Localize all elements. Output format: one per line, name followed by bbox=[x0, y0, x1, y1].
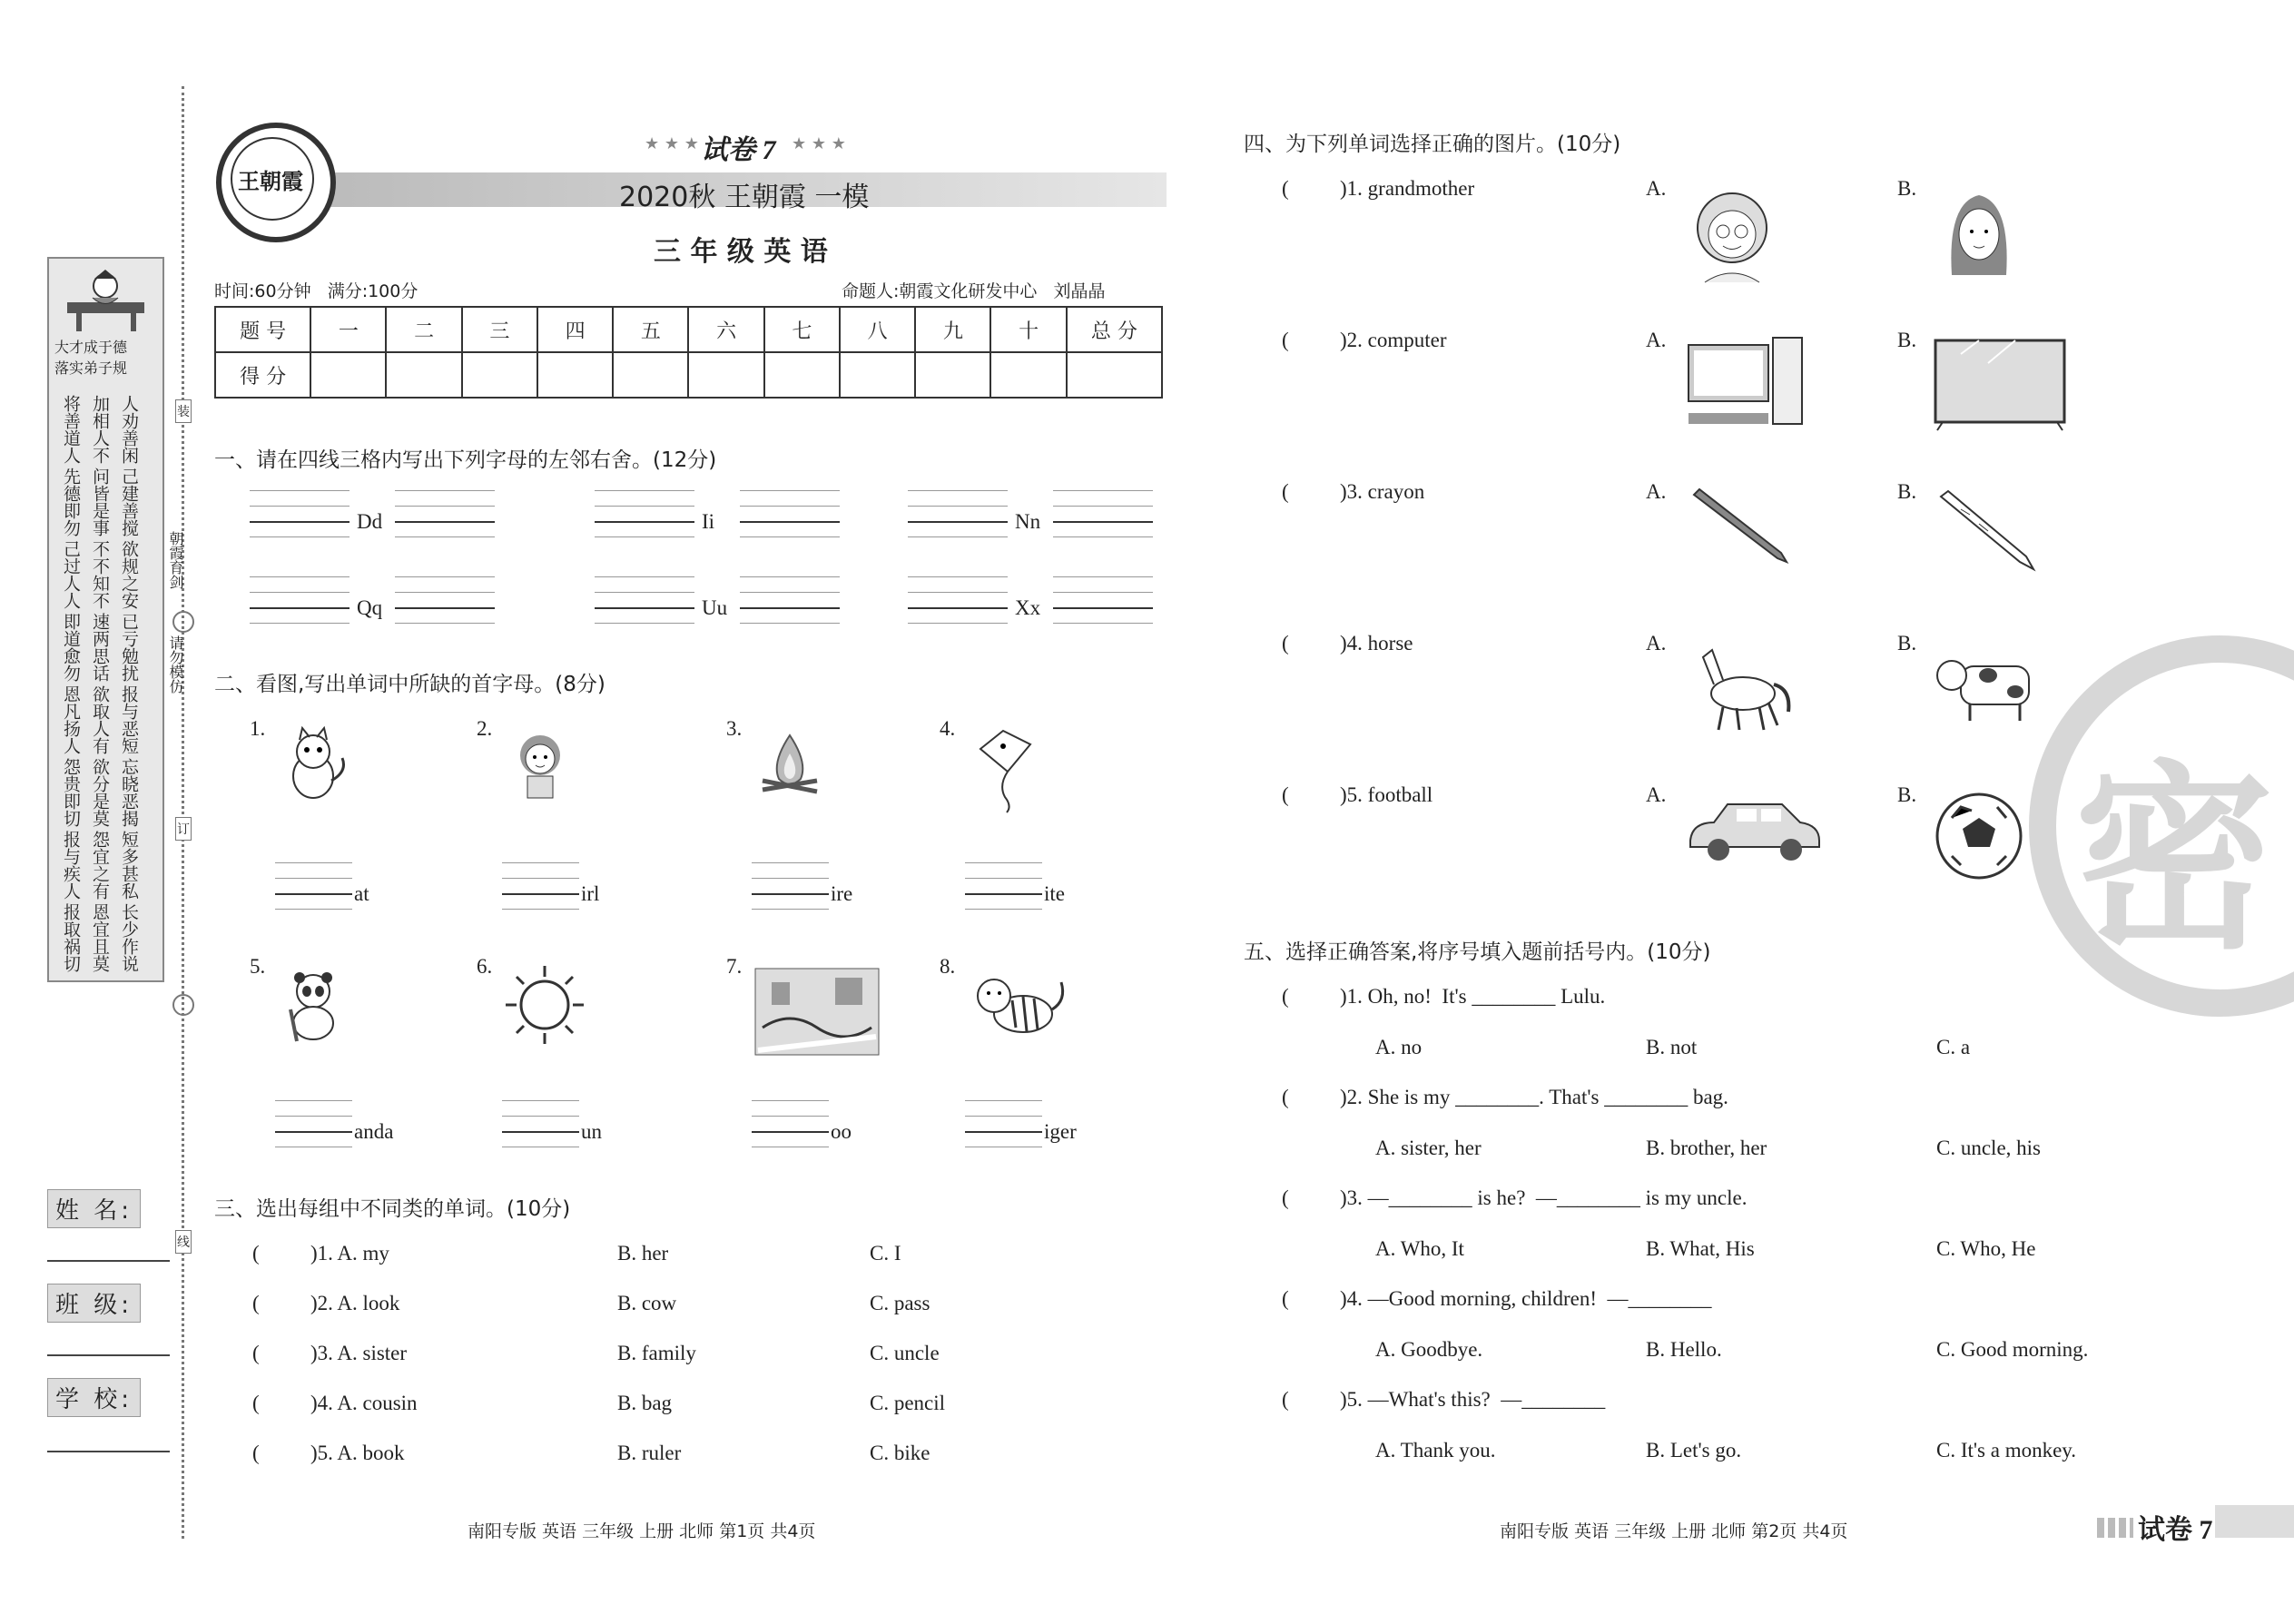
option-b: B. not bbox=[1646, 1036, 1698, 1058]
author-info: 命题人:朝霞文化研发中心 刘晶晶 bbox=[842, 281, 1106, 301]
score-table-header-row bbox=[215, 307, 1162, 352]
motto-column: 加相人不 bbox=[90, 395, 110, 464]
option-c: C. Who, He bbox=[1936, 1237, 2036, 1260]
option-b-picture bbox=[1934, 487, 2038, 574]
vertical-note-1: 朝霞育剑 bbox=[167, 531, 184, 589]
option-b-label: B. bbox=[1897, 329, 1917, 351]
score-table-header-cell: 六 bbox=[688, 307, 763, 352]
word-ending: iger bbox=[1044, 1120, 1077, 1143]
tiger-picture bbox=[967, 964, 1071, 1064]
answer-bracket-open: ( bbox=[1282, 480, 1289, 503]
motto-column: 已亏勉扰 bbox=[119, 613, 139, 682]
motto-column: 先德即勿 bbox=[61, 468, 81, 536]
picture-item-number: 7. bbox=[726, 955, 743, 978]
letter-label: Uu bbox=[702, 596, 728, 619]
binding-tag-3: 线 bbox=[175, 1230, 192, 1254]
option-a: )5. A. book bbox=[310, 1442, 405, 1464]
option-b-picture bbox=[1934, 336, 2070, 436]
score-table-header-cell: 总 分 bbox=[1067, 307, 1162, 352]
paper-label: 试卷 7 bbox=[701, 135, 776, 165]
answer-blank[interactable] bbox=[265, 1294, 309, 1319]
score-cell[interactable] bbox=[613, 352, 688, 398]
missing-letter-writing-grid[interactable] bbox=[275, 862, 352, 910]
question-stem: )5. —What's this? —________ bbox=[1340, 1388, 1606, 1411]
option-c: C. pencil bbox=[870, 1392, 946, 1414]
left-neighbor-writing-grid[interactable] bbox=[250, 576, 350, 624]
corner-deco-icon bbox=[2097, 1518, 2133, 1538]
option-b: B. bag bbox=[617, 1392, 673, 1414]
option-a: )3. A. sister bbox=[310, 1342, 408, 1364]
motto-column: 忘晓恶揭 bbox=[119, 758, 139, 827]
question-stem: )4. —Good morning, children! —________ bbox=[1340, 1287, 1712, 1310]
score-cell[interactable] bbox=[915, 352, 990, 398]
word-ending: at bbox=[354, 882, 369, 905]
motto-column: 恩凡扬人 bbox=[61, 685, 81, 754]
option-a: A. Who, It bbox=[1375, 1237, 1464, 1260]
option-b-picture bbox=[1934, 791, 2024, 881]
letter-label: Dd bbox=[357, 510, 383, 533]
right-neighbor-writing-grid[interactable] bbox=[740, 490, 840, 537]
answer-blank[interactable] bbox=[1295, 1188, 1338, 1214]
binding-dotted-line bbox=[182, 86, 184, 1539]
motto-column: 欲规之安 bbox=[119, 540, 139, 609]
score-table-header-cell: 题 号 bbox=[215, 307, 310, 352]
left-neighbor-writing-grid[interactable] bbox=[250, 490, 350, 537]
question-word: )1. grandmother bbox=[1340, 177, 1475, 200]
motto-column: 问皆是事 bbox=[90, 468, 110, 536]
option-a: A. sister, her bbox=[1375, 1137, 1482, 1159]
picture-item-number: 1. bbox=[250, 717, 266, 740]
sun-picture bbox=[504, 964, 586, 1064]
answer-bracket-open: ( bbox=[1282, 1287, 1289, 1310]
left-neighbor-writing-grid[interactable] bbox=[908, 576, 1008, 624]
letter-label: Nn bbox=[1015, 510, 1041, 533]
letter-label: Ii bbox=[702, 510, 715, 533]
answer-bracket-open: ( bbox=[252, 1342, 260, 1364]
motto-column: 欲取人有 bbox=[90, 685, 110, 754]
answer-blank[interactable] bbox=[1295, 330, 1338, 356]
score-table-header-cell: 七 bbox=[764, 307, 840, 352]
footer-right: 南阳专版 英语 三年级 上册 北师 第2页 共4页 bbox=[1500, 1521, 1848, 1541]
school-label: 学 校: bbox=[47, 1378, 141, 1417]
left-neighbor-writing-grid[interactable] bbox=[908, 490, 1008, 537]
option-a-picture bbox=[1687, 487, 1791, 569]
answer-blank[interactable] bbox=[1295, 1289, 1338, 1314]
score-table-header-cell: 二 bbox=[386, 307, 461, 352]
class-field[interactable] bbox=[47, 1354, 170, 1356]
kite-picture bbox=[967, 726, 1049, 826]
answer-blank[interactable] bbox=[1295, 179, 1338, 204]
answer-blank[interactable] bbox=[1295, 785, 1338, 811]
motto-column: 怨贵即切 bbox=[61, 758, 81, 827]
class-label: 班 级: bbox=[47, 1284, 141, 1323]
answer-bracket-open: ( bbox=[252, 1242, 260, 1265]
score-table-header-cell: 一 bbox=[310, 307, 386, 352]
vertical-note-2: 请勿模仿 bbox=[167, 635, 184, 694]
picture-item-number: 3. bbox=[726, 717, 743, 740]
answer-bracket-open: ( bbox=[1282, 632, 1289, 655]
option-a: A. no bbox=[1375, 1036, 1423, 1058]
missing-letter-writing-grid[interactable] bbox=[502, 862, 579, 910]
sidebar-motto-panel bbox=[47, 257, 164, 982]
score-cell[interactable] bbox=[462, 352, 537, 398]
motto-column: 人劝善闲 bbox=[119, 395, 139, 464]
option-a-label: A. bbox=[1646, 632, 1667, 655]
motto-column: 短多甚私 bbox=[119, 831, 139, 900]
girl-picture bbox=[504, 726, 586, 826]
score-table-header-cell: 五 bbox=[613, 307, 688, 352]
answer-bracket-open: ( bbox=[252, 1442, 260, 1464]
exam-title: 2020秋 王朝霞 一模 bbox=[619, 182, 870, 213]
score-cell[interactable] bbox=[840, 352, 915, 398]
picture-item-number: 6. bbox=[477, 955, 493, 978]
option-b-label: B. bbox=[1897, 783, 1917, 806]
score-table-header-cell: 四 bbox=[537, 307, 613, 352]
motto-column: 报取祸切 bbox=[61, 903, 81, 972]
right-neighbor-writing-grid[interactable] bbox=[740, 576, 840, 624]
name-field[interactable] bbox=[47, 1260, 170, 1262]
question-word: )4. horse bbox=[1340, 632, 1413, 655]
motto-column: 报与疾人 bbox=[61, 831, 81, 900]
option-c: C. uncle, his bbox=[1936, 1137, 2041, 1159]
star-decoration-icon: ★ ★ ★ bbox=[645, 134, 699, 153]
answer-blank[interactable] bbox=[265, 1244, 309, 1269]
option-a-label: A. bbox=[1646, 480, 1667, 503]
school-field[interactable] bbox=[47, 1451, 170, 1452]
option-b-label: B. bbox=[1897, 480, 1917, 503]
missing-letter-writing-grid[interactable] bbox=[965, 1100, 1042, 1147]
missing-letter-writing-grid[interactable] bbox=[502, 1100, 579, 1147]
option-a-picture bbox=[1687, 791, 1823, 863]
footer-left: 南阳专版 英语 三年级 上册 北师 第1页 共4页 bbox=[468, 1521, 816, 1541]
option-b: B. ruler bbox=[617, 1442, 682, 1464]
sidebar-caption-1: 大才成于德 bbox=[54, 339, 128, 356]
answer-blank[interactable] bbox=[265, 1443, 309, 1469]
logo-text: 王朝霞 bbox=[238, 169, 303, 194]
option-c: C. pass bbox=[870, 1292, 930, 1314]
answer-bracket-open: ( bbox=[1282, 985, 1289, 1008]
motto-column: 将善道人 bbox=[61, 395, 81, 464]
option-b: B. Let's go. bbox=[1646, 1439, 1742, 1462]
option-a-picture bbox=[1687, 639, 1800, 734]
subject-title: 三 年 级 英 语 bbox=[654, 236, 828, 268]
fire-picture bbox=[753, 726, 835, 826]
option-b: B. What, His bbox=[1646, 1237, 1755, 1260]
missing-letter-writing-grid[interactable] bbox=[752, 1100, 829, 1147]
score-cell[interactable] bbox=[990, 352, 1066, 398]
section-5-title: 五、选择正确答案,将序号填入题前括号内。(10分) bbox=[1244, 940, 1711, 964]
option-a: )1. A. my bbox=[310, 1242, 389, 1265]
picture-item-number: 2. bbox=[477, 717, 493, 740]
answer-bracket-open: ( bbox=[1282, 1388, 1289, 1411]
answer-blank[interactable] bbox=[1295, 1088, 1338, 1113]
corner-paper-label: 试卷 7 bbox=[2138, 1515, 2213, 1545]
missing-letter-writing-grid[interactable] bbox=[275, 1100, 352, 1147]
score-cell[interactable] bbox=[386, 352, 461, 398]
missing-letter-writing-grid[interactable] bbox=[965, 862, 1042, 910]
sidebar-caption-2: 落实弟子规 bbox=[54, 359, 128, 377]
answer-bracket-open: ( bbox=[252, 1392, 260, 1414]
option-b-picture bbox=[1934, 184, 2024, 284]
answer-bracket-open: ( bbox=[252, 1292, 260, 1314]
option-b-label: B. bbox=[1897, 177, 1917, 200]
option-c: C. Good morning. bbox=[1936, 1338, 2089, 1361]
word-ending: anda bbox=[354, 1120, 394, 1143]
right-neighbor-writing-grid[interactable] bbox=[1053, 490, 1153, 537]
answer-bracket-open: ( bbox=[1282, 329, 1289, 351]
option-a: A. Thank you. bbox=[1375, 1439, 1496, 1462]
mascot-scholar-icon bbox=[58, 266, 153, 334]
answer-bracket-open: ( bbox=[1282, 783, 1289, 806]
answer-blank[interactable] bbox=[1295, 987, 1338, 1012]
score-cell[interactable] bbox=[764, 352, 840, 398]
option-a: A. Goodbye. bbox=[1375, 1338, 1483, 1361]
binding-tag-1: 装 bbox=[175, 399, 192, 423]
option-c: C. I bbox=[870, 1242, 901, 1265]
section-1-title: 一、请在四线三格内写出下列字母的左邻右舍。(12分) bbox=[214, 448, 717, 472]
binding-tag-2: 订 bbox=[175, 817, 192, 841]
score-table bbox=[214, 306, 1163, 399]
option-a-picture bbox=[1687, 336, 1805, 431]
question-word: )5. football bbox=[1340, 783, 1433, 806]
option-c: C. a bbox=[1936, 1036, 1971, 1058]
cat-picture bbox=[277, 726, 359, 826]
name-label: 姓 名: bbox=[47, 1189, 141, 1228]
missing-letter-writing-grid[interactable] bbox=[752, 862, 829, 910]
right-neighbor-writing-grid[interactable] bbox=[395, 490, 495, 537]
motto-column: 报与恶短 bbox=[119, 685, 139, 754]
picture-item-number: 5. bbox=[250, 955, 266, 978]
zoo-picture bbox=[753, 964, 881, 1064]
letter-label: Qq bbox=[357, 596, 383, 619]
option-a-label: A. bbox=[1646, 783, 1667, 806]
score-table-score-label: 得 分 bbox=[215, 352, 310, 398]
score-table-header-cell: 九 bbox=[915, 307, 990, 352]
score-cell[interactable] bbox=[1067, 352, 1162, 398]
motto-column: 己建善搅 bbox=[119, 468, 139, 536]
section-3-title: 三、选出每组中不同类的单词。(10分) bbox=[214, 1197, 571, 1221]
letter-label: Xx bbox=[1015, 596, 1041, 619]
option-b: B. family bbox=[617, 1342, 696, 1364]
motto-column: 不不知不 bbox=[90, 540, 110, 609]
motto-column: 长少作说 bbox=[119, 903, 139, 972]
binding-hole-icon bbox=[172, 611, 194, 633]
picture-item-number: 8. bbox=[940, 955, 956, 978]
option-c: C. bike bbox=[870, 1442, 930, 1464]
answer-blank[interactable] bbox=[1295, 1390, 1338, 1415]
option-b: B. brother, her bbox=[1646, 1137, 1767, 1159]
question-word: )3. crayon bbox=[1340, 480, 1425, 503]
seal-text: 密 bbox=[2074, 743, 2275, 976]
left-neighbor-writing-grid[interactable] bbox=[595, 490, 694, 537]
star-decoration-icon: ★ ★ ★ bbox=[792, 134, 846, 153]
motto-column: 速两思话 bbox=[90, 613, 110, 682]
question-stem: )3. —________ is he? —________ is my uncle. bbox=[1340, 1186, 1748, 1209]
answer-bracket-open: ( bbox=[1282, 1086, 1289, 1108]
motto-column: 己过人人 bbox=[61, 540, 81, 609]
answer-blank[interactable] bbox=[265, 1393, 309, 1419]
answer-blank[interactable] bbox=[265, 1343, 309, 1369]
option-b: B. her bbox=[617, 1242, 669, 1265]
score-cell[interactable] bbox=[688, 352, 763, 398]
answer-blank[interactable] bbox=[1295, 482, 1338, 507]
corner-band bbox=[2215, 1505, 2294, 1538]
time-score-info: 时间:60分钟 满分:100分 bbox=[214, 281, 418, 301]
word-ending: ite bbox=[1044, 882, 1065, 905]
option-b-label: B. bbox=[1897, 632, 1917, 655]
score-table-header-cell: 十 bbox=[990, 307, 1066, 352]
question-stem: )1. Oh, no! It's ________ Lulu. bbox=[1340, 985, 1606, 1008]
left-neighbor-writing-grid[interactable] bbox=[595, 576, 694, 624]
answer-bracket-open: ( bbox=[1282, 1186, 1289, 1209]
motto-column: 欲分是莫 bbox=[90, 758, 110, 827]
score-table-score-row bbox=[215, 352, 1162, 398]
option-a-label: A. bbox=[1646, 329, 1667, 351]
option-b-picture bbox=[1934, 639, 2052, 725]
motto-column: 恩宜且莫 bbox=[90, 903, 110, 972]
option-a-picture bbox=[1687, 184, 1777, 289]
answer-bracket-open: ( bbox=[1282, 177, 1289, 200]
option-c: C. It's a monkey. bbox=[1936, 1439, 2077, 1462]
option-c: C. uncle bbox=[870, 1342, 940, 1364]
score-table-header-cell: 三 bbox=[462, 307, 537, 352]
section-2-title: 二、看图,写出单词中所缺的首字母。(8分) bbox=[214, 673, 605, 696]
right-neighbor-writing-grid[interactable] bbox=[395, 576, 495, 624]
motto-column: 即道愈勿 bbox=[61, 613, 81, 682]
picture-item-number: 4. bbox=[940, 717, 956, 740]
motto-columns bbox=[54, 395, 159, 976]
option-a: )2. A. look bbox=[310, 1292, 400, 1314]
score-cell[interactable] bbox=[537, 352, 613, 398]
question-word: )2. computer bbox=[1340, 329, 1447, 351]
word-ending: un bbox=[581, 1120, 602, 1143]
answer-blank[interactable] bbox=[1295, 634, 1338, 659]
score-cell[interactable] bbox=[310, 352, 386, 398]
right-neighbor-writing-grid[interactable] bbox=[1053, 576, 1153, 624]
section-4-title: 四、为下列单词选择正确的图片。(10分) bbox=[1244, 133, 1621, 156]
question-stem: )2. She is my ________. That's ________ bag. bbox=[1340, 1086, 1728, 1108]
score-table-header-cell: 八 bbox=[840, 307, 915, 352]
option-a: )4. A. cousin bbox=[310, 1392, 418, 1414]
panda-picture bbox=[277, 964, 359, 1064]
word-ending: ire bbox=[831, 882, 853, 905]
option-b: B. cow bbox=[617, 1292, 677, 1314]
option-b: B. Hello. bbox=[1646, 1338, 1722, 1361]
binding-hole-icon bbox=[172, 994, 194, 1016]
option-a-label: A. bbox=[1646, 177, 1667, 200]
word-ending: oo bbox=[831, 1120, 852, 1143]
motto-column: 怨宜之有 bbox=[90, 831, 110, 900]
word-ending: irl bbox=[581, 882, 600, 905]
